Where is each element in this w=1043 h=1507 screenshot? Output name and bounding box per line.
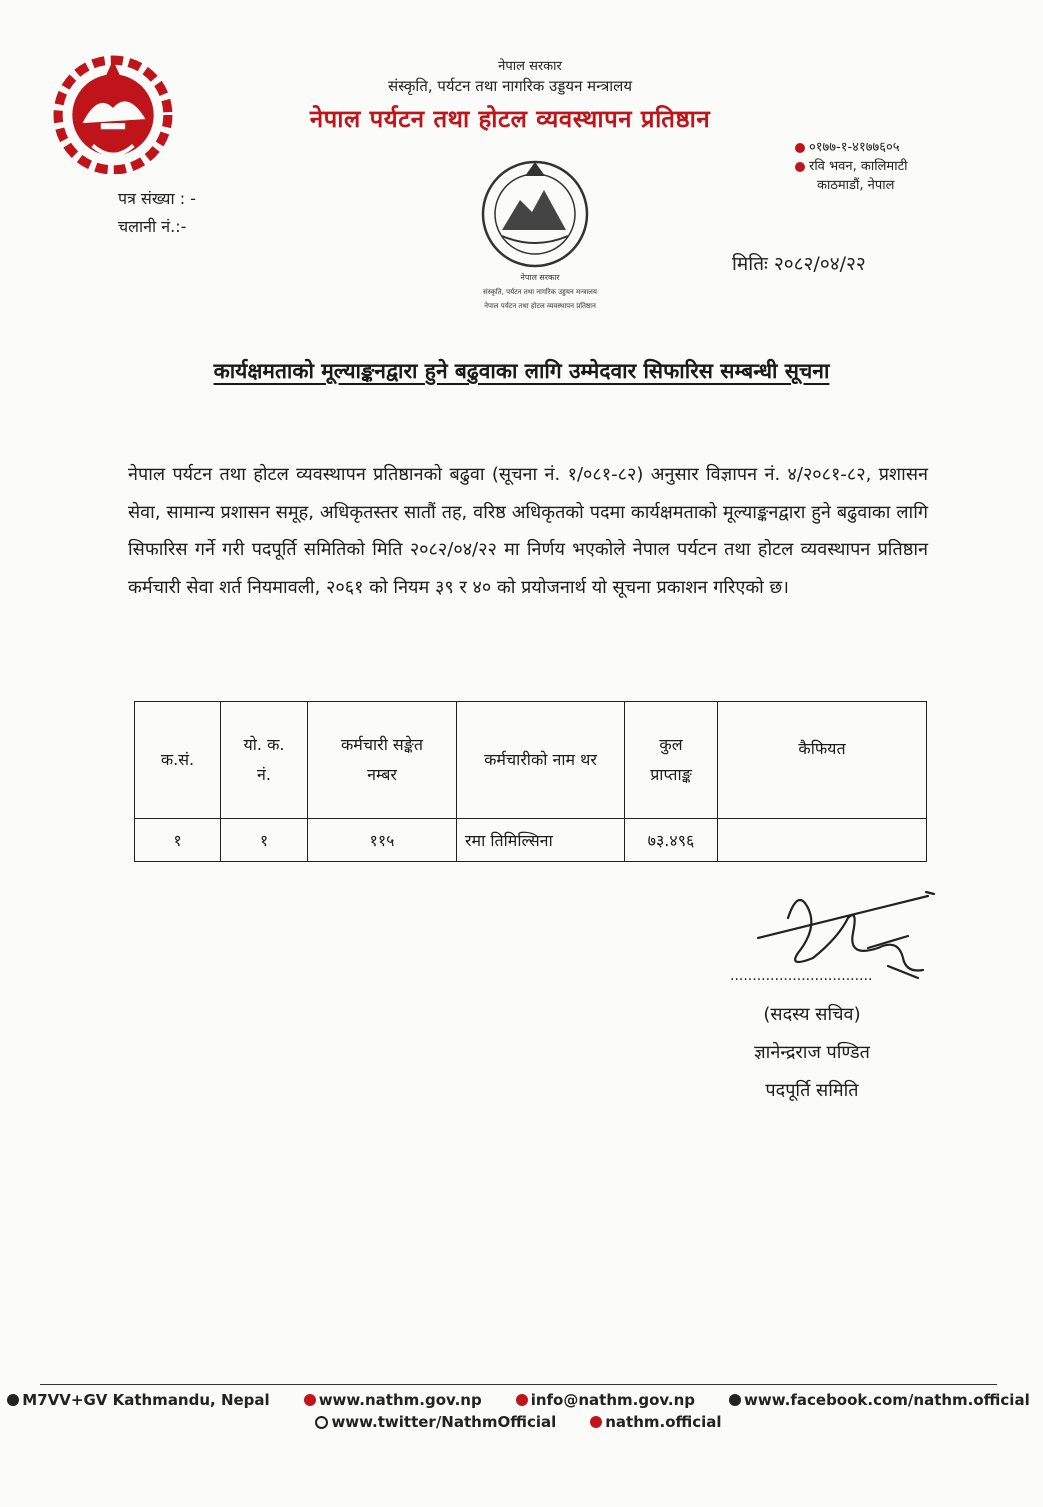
col-employee-code: कर्मचारी सङ्केत नम्बर — [308, 702, 457, 819]
letterhead — [230, 56, 790, 135]
letter-number: पत्र संख्या : - — [118, 189, 196, 208]
ministry-label: संस्कृति, पर्यटन तथा नागरिक उड्डयन मन्त्रालय — [387, 77, 633, 95]
reference-block — [118, 185, 196, 241]
location-pin-icon — [7, 1394, 19, 1406]
signatory-name: ज्ञानेन्द्रराज पण्डित — [754, 1042, 870, 1063]
organization-title: नेपाल पर्यटन तथा होटल व्यवस्थापन प्रतिष्ठान — [309, 105, 711, 133]
seal-text-2: संस्कृति, पर्यटन तथा नागरिक उड्डयन मन्त्रालय — [483, 288, 597, 296]
email-icon — [516, 1394, 528, 1406]
location-icon — [795, 162, 805, 172]
seal-text-1: नेपाल सरकार — [520, 273, 560, 282]
cell-name: रमा तिमिल्सिना — [457, 819, 625, 862]
phone-icon — [795, 143, 805, 153]
dispatch-number: चलानी नं.:- — [118, 217, 187, 236]
facebook-icon — [729, 1394, 741, 1406]
footer — [22, 1389, 1030, 1433]
footer-email[interactable]: info@nathm.gov.np — [530, 1391, 696, 1409]
col-merit-number: यो. क. नं. — [221, 702, 308, 819]
col-serial-number: क.सं. — [135, 702, 221, 819]
signatory-committee: पदपूर्ति समिति — [765, 1080, 859, 1101]
cell-merit: १ — [221, 819, 308, 862]
seal-text-3: नेपाल पर्यटन तथा होटल व्यवस्थापन प्रतिष्ठान — [484, 302, 596, 310]
notice-title: कार्यक्षमताको मूल्याङ्कनद्वारा हुने बढुवाका लागि उम्मेदवार सिफारिस सम्बन्धी सूचना — [213, 359, 830, 383]
handwritten-signature — [728, 878, 943, 988]
notice-body: नेपाल पर्यटन तथा होटल व्यवस्थापन प्रतिष्ठानको बढुवा (सूचना नं. १/०८१-८२) अनुसार विज्ञापन नं. ४/२०८१-८२, प्रशासन सेवा, सामान्य प्रशासन समूह, अधिकृतस्तर सातौं तह, वरिष्ठ अधिकृतको पदमा कार्यक्षमताको मूल्याङ्कनद्वारा हुने बढुवाका लागि सिफारिस गर्ने गरी पदपूर्ति समितिको मिति २०८२/०४/२२ मा निर्णय भएकोले नेपाल पर्यटन तथा होटल व्यवस्थापन प्रतिष्ठान कर्मचारी सेवा शर्त नियमावली, २०६१ को नियम ३९ र ४० को प्रयोजनार्थ यो सूचना प्रकाशन गरिएको छ। — [128, 464, 928, 598]
col-total-marks: कुल प्राप्ताङ्क — [625, 702, 718, 819]
footer-twitter[interactable]: www.twitter/NathmOfficial — [331, 1413, 557, 1431]
table-row — [135, 819, 927, 862]
signature-dots: ................................ — [730, 968, 873, 984]
candidate-table — [134, 701, 927, 862]
footer-location: M7VV+GV Kathmandu, Nepal — [22, 1391, 270, 1409]
col-employee-name: कर्मचारीको नाम थर — [457, 702, 625, 819]
instagram-icon — [590, 1416, 602, 1428]
cell-serial: १ — [135, 819, 221, 862]
footer-instagram[interactable]: nathm.official — [605, 1413, 722, 1431]
institution-seal-icon — [440, 152, 640, 322]
signatory-designation: (सदस्य सचिव) — [763, 1004, 861, 1025]
col-remarks: कैफियत — [718, 702, 927, 819]
footer-website[interactable]: www.nathm.gov.np — [318, 1391, 482, 1409]
phone-number: ०१७७-१-४१७७६०५ — [809, 140, 900, 155]
globe-icon — [304, 1394, 316, 1406]
footer-facebook[interactable]: www.facebook.com/nathm.official — [744, 1391, 1030, 1409]
letter-date: मितिः २०८२/०४/२२ — [732, 253, 866, 275]
cell-remarks — [718, 819, 927, 862]
contact-block — [795, 138, 995, 195]
nepal-emblem-icon — [52, 52, 174, 174]
footer-divider — [40, 1384, 997, 1385]
government-label: नेपाल सरकार — [498, 59, 562, 74]
twitter-icon — [315, 1416, 328, 1429]
address-line1: रवि भवन, कालिमाटी — [809, 159, 908, 174]
cell-total: ७३.४९६ — [625, 819, 718, 862]
signatory-block — [732, 996, 892, 1110]
address-line2: काठमाडौं, नेपाल — [817, 178, 895, 193]
table-header-row — [135, 702, 927, 819]
cell-code: ११५ — [308, 819, 457, 862]
